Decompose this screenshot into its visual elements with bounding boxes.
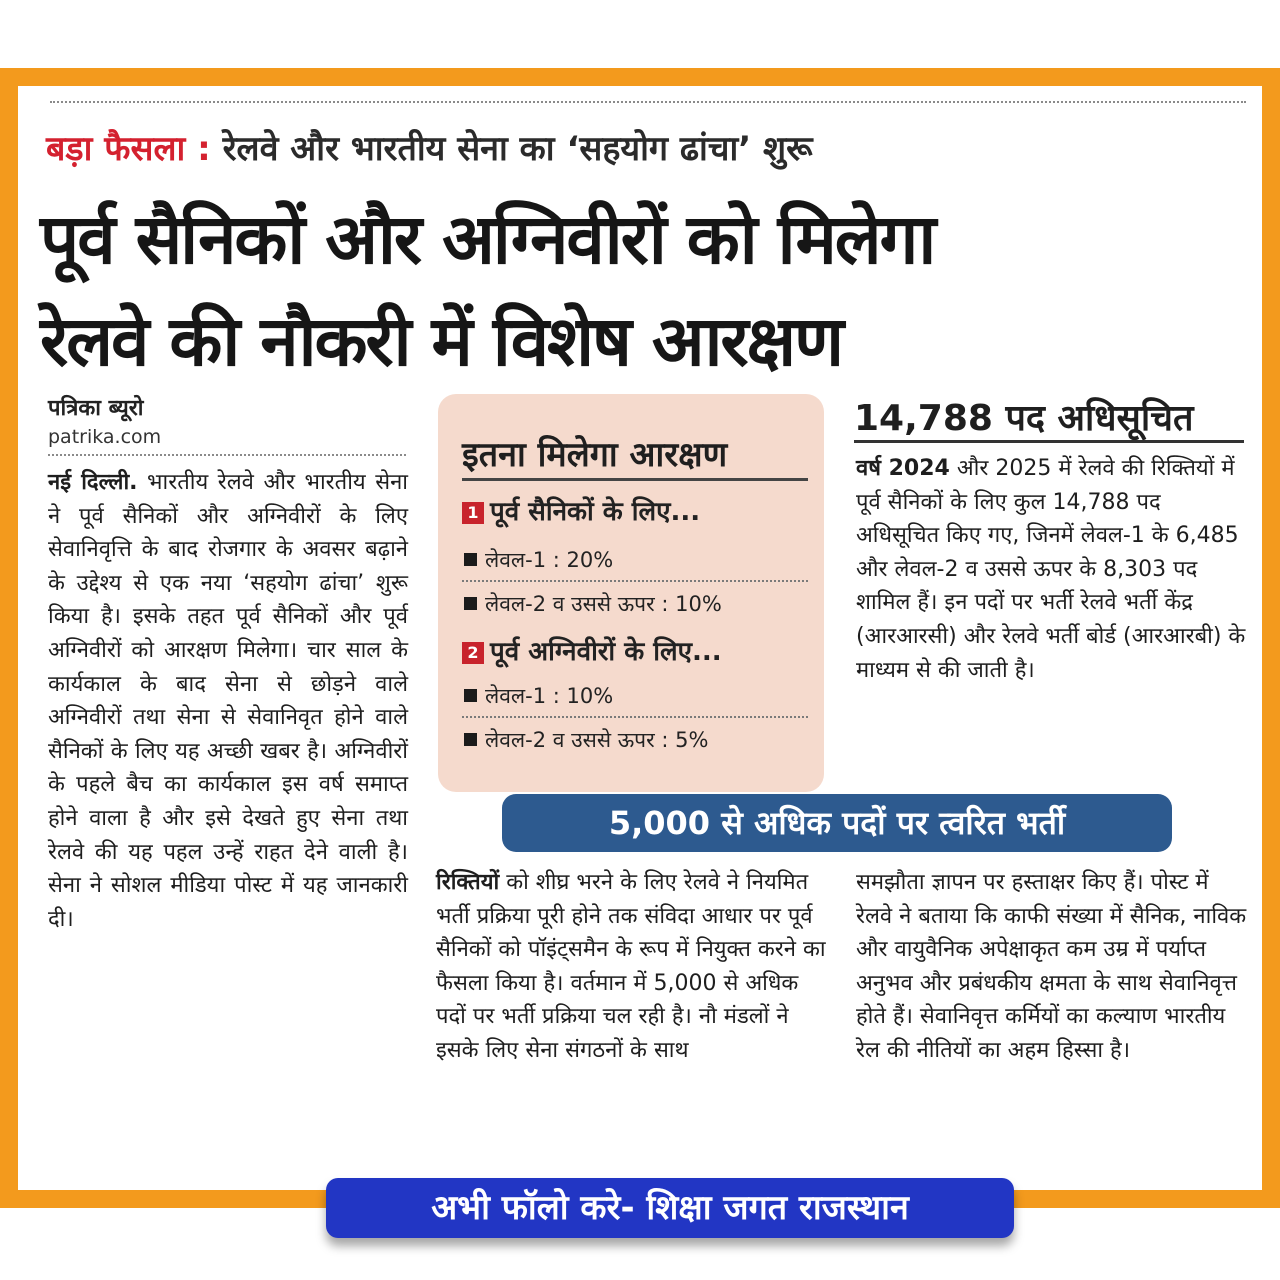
kicker-text: रेलवे और भारतीय सेना का ‘सहयोग ढांचा’ शुरू bbox=[222, 129, 813, 169]
sidebar-text bbox=[856, 452, 1248, 687]
sidebar-body: और 2025 में रेलवे की रिक्तियों में पूर्व सैनिकों के लिए कुल 14,788 पद अधिसूचित किए गए, जिनमें लेवल-1 के 6,485 और लेवल-2 व उससे ऊपर के 8,303 पद शामिल हैं। इन पदों पर भर्ती रेलवे भर्ती केंद्र (आरआरसी) और रेलवे भर्ती बोर्ड (आरआरबी) के माध्यम से की जाती है। bbox=[856, 456, 1246, 683]
column-1-text bbox=[48, 466, 408, 936]
column-2-text bbox=[436, 866, 828, 1068]
bullet-square-icon bbox=[464, 597, 477, 610]
reservation-box-title: इतना मिलेगा आरक्षण bbox=[462, 435, 728, 475]
item-rule bbox=[462, 580, 808, 582]
box-title-rule bbox=[462, 478, 808, 481]
column-3-text: समझौता ज्ञापन पर हस्ताक्षर किए हैं। पोस्ट में रेलवे ने बताया कि काफी संख्या में सैनिक, नाविक और वायुवैनिक अपेक्षाकृत कम उम्र में पर्याप्त अनुभव और प्रबंधकीय क्षमता के साथ सेवानिवृत्त होते हैं। सेवानिवृत्त कर्मियों का कल्याण भारतीय रेल की नीतियों का अहम हिस्सा है। bbox=[856, 870, 1247, 1063]
top-dotted-rule bbox=[50, 101, 1246, 103]
item-text: लेवल-1 : 10% bbox=[485, 684, 614, 708]
section-1-item-1 bbox=[464, 546, 613, 574]
kicker-label: बड़ा फैसला bbox=[46, 129, 186, 169]
section-2-item-2 bbox=[464, 726, 708, 754]
column-1-body: भारतीय रेलवे और भारतीय सेना ने पूर्व सैनिकों और अग्निवीरों के लिए सेवानिवृत्ति के बाद रोजगार के अवसर बढ़ाने के उद्देश्य से एक नया ‘सहयोग ढांचा’ शुरू किया है। इसके तहत पूर्व सैनिकों और पूर्व अग्निवीरों को आरक्षण मिलेगा। चार साल के कार्यकाल के बाद सेना से छोड़ने वाले अग्निवीरों तथा सेना से सेवानिवृत होने वाले सैनिकों के लिए यह अच्छी खबर है। अग्निवीरों के पहले बैच का कार्यकाल इस वर्ष समाप्त होने वाला है और इसे देखते हुए सेना तथा रेलवे की यह पहल उन्हें राहत देने वाली है। सेना ने सोशल मीडिया पोस्ट में यह जानकारी दी। bbox=[48, 470, 408, 932]
item-text: लेवल-2 व उससे ऊपर : 5% bbox=[485, 728, 709, 752]
bullet-square-icon bbox=[464, 733, 477, 746]
bullet-square-icon bbox=[464, 689, 477, 702]
section-1-item-2 bbox=[464, 590, 722, 618]
item-rule bbox=[462, 716, 808, 718]
reservation-box bbox=[438, 394, 824, 792]
column-2-body: को शीघ्र भरने के लिए रेलवे ने नियमित भर्ती प्रक्रिया पूरी होने तक संविदा आधार पर पूर्व सैनिकों को पॉइंट्समैन के रूप में नियुक्त करने का फैसला किया है। वर्तमान में 5,000 से अधिक पदों पर भर्ती प्रक्रिया चल रही है। नौ मंडलों ने इसके लिए सेना संगठनों के साथ bbox=[436, 870, 826, 1063]
byline-site: patrika.com bbox=[48, 426, 162, 448]
section-2-item-1 bbox=[464, 682, 613, 710]
bullet-square-icon bbox=[464, 553, 477, 566]
sidebar-title-rule bbox=[854, 440, 1244, 443]
headline-line-1: पूर्व सैनिकों और अग्निवीरों को मिलेगा bbox=[40, 200, 935, 280]
item-text: लेवल-2 व उससे ऊपर : 10% bbox=[485, 592, 722, 616]
section-1-heading-text: पूर्व सैनिकों के लिए... bbox=[490, 497, 701, 527]
section-2-heading-text: पूर्व अग्निवीरों के लिए... bbox=[490, 637, 722, 667]
sidebar-title: 14,788 पद अधिसूचित bbox=[854, 398, 1194, 439]
section-2-number: 2 bbox=[462, 642, 484, 664]
sidebar-lead: वर्ष 2024 bbox=[856, 456, 950, 481]
section-2-heading bbox=[462, 632, 722, 668]
kicker-separator: : bbox=[197, 129, 211, 169]
dateline: नई दिल्ली. bbox=[48, 470, 138, 495]
quick-recruitment-banner: 5,000 से अधिक पदों पर त्वरित भर्ती bbox=[502, 794, 1172, 852]
byline bbox=[48, 392, 161, 448]
section-1-number: 1 bbox=[462, 502, 484, 524]
section-1-heading bbox=[462, 492, 700, 528]
column-2-lead: रिक्तियों bbox=[436, 870, 500, 895]
byline-rule bbox=[48, 454, 406, 456]
kicker-line bbox=[46, 124, 813, 170]
headline-line-2: रेलवे की नौकरी में विशेष आरक्षण bbox=[40, 302, 842, 382]
follow-banner[interactable]: अभी फॉलो करे- शिक्षा जगत राजस्थान bbox=[326, 1178, 1014, 1238]
byline-name: पत्रिका ब्यूरो bbox=[48, 396, 144, 421]
item-text: लेवल-1 : 20% bbox=[485, 548, 614, 572]
